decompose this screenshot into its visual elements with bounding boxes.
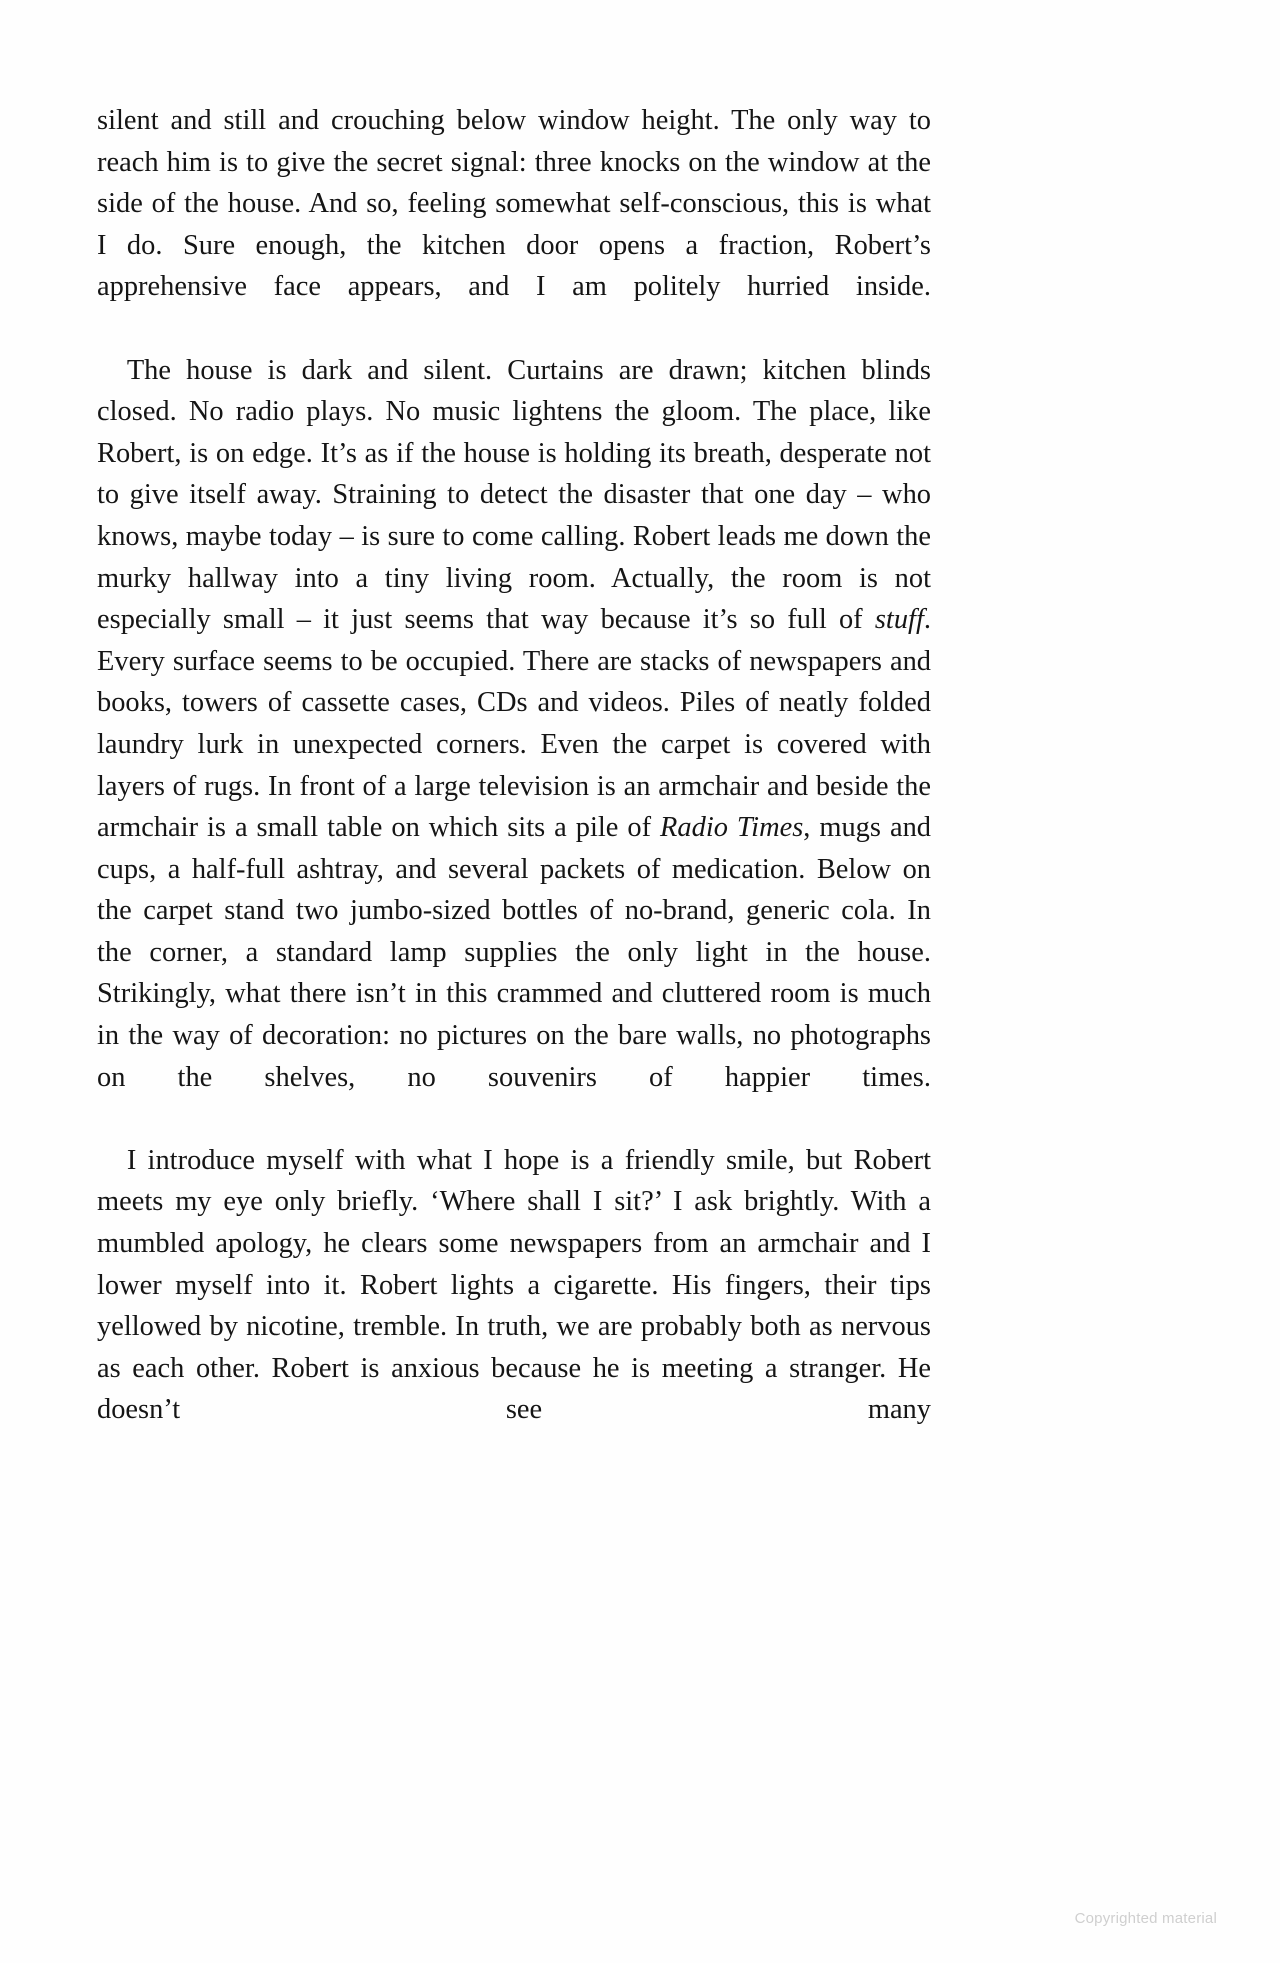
emphasis-text: stuff (874, 604, 924, 636)
body-text-column (97, 100, 931, 1473)
para-1: silent and still and crouching below window height. The only way to reach him is to give the secret signal: three knocks on the window at the side of the house. And so, feeling somewhat self-conscious, this is what I do. Sure enough, the kitchen door opens a fraction, Robert’s apprehensive face appears, and I am politely hurried inside. (97, 105, 931, 303)
copyright-watermark: Copyrighted material (1074, 1910, 1217, 1927)
emphasis-text: Radio Times (660, 812, 804, 844)
para-3: I introduce myself with what I hope is a friendly smile, but Robert meets my eye only briefly. ‘Where shall I sit?’ I ask brightly. With a mumbled apology, he clears some newspapers from an armchair and I lower myself into it. Robert lights a cigarette. His fingers, their tips yellowed by nicotine, tremble. In truth, we are probably both as nervous as each other. Robert is anxious because he is meeting a stranger. He doesn’t see many (97, 1144, 931, 1426)
para-2: The house is dark and silent. Curtains are drawn; kitchen blinds closed. No radio plays. No music lightens the gloom. The place, like Robert, is on edge. It’s as if the house is holding its breath, desperate not to give itself away. Straining to detect the disaster that one day – who knows, maybe today – is sure to come calling. Robert leads me down the murky hallway into a tiny living room. Actually, the room is not especially small – it just seems that way because it’s so full of stuff. Every surface seems to be occupied. There are stacks of newspapers and books, towers of cassette cases, CDs and videos. Piles of neatly folded laundry lurk in unexpected corners. Even the carpet is covered with layers of rugs. In front of a large television is an armchair and beside the armchair is a small table on which sits a pile of Radio Times, mugs and cups, a half-full ashtray, and several packets of medication. Below on the carpet stand two jumbo-sized bottles of no-brand, generic cola. In the corner, a standard lamp supplies the only light in the house. Strikingly, what there isn’t in this crammed and cluttered room is much in the way of decoration: no pictures on the bare walls, no photographs on the shelves, no souvenirs of happier times. (97, 354, 931, 1093)
